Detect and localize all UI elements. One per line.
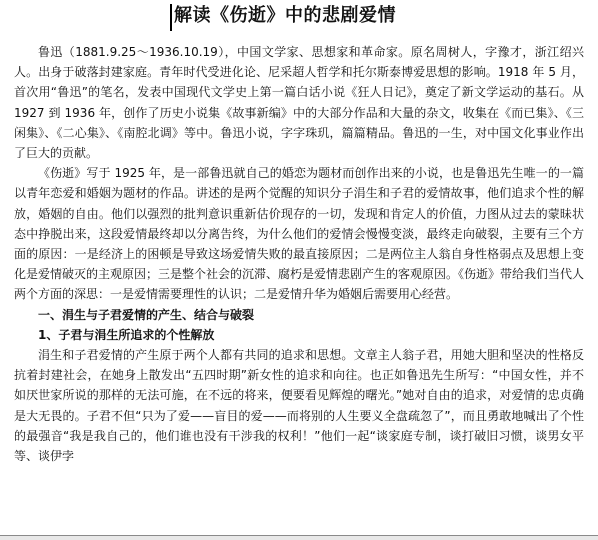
- paragraph-story-summary[interactable]: 《伤逝》写于 1925 年，是一部鲁迅就自己的婚恋为题材而创作出来的小说，也是鲁迅先生唯一的一篇以青年恋爱和婚姻为题材的作品。讲述的是两个觉醒的知识分子涓生和子君的爱情故事，他们追求个性的解放，婚姻的自由。他们以强烈的批判意识重新估价现存的一切，发现和肯定人的价值，力图从过去的蒙昧状态中挣脱出来，这段爱情最终却以分离告终，为什么他们的爱情会慢慢变淡，最终走向破裂，主要有三个方面的原因：一是经济上的困顿是导致这场爱情失败的最直接原因；二是两位主人翁自身性格弱点及思想上变化是爱情破灭的主观原因；三是整个社会的沉滞、腐朽是爱情悲剧产生的客观原因。《伤逝》带给我们当代人两个方面的深思：一是爱情需要理性的认识；二是爱情升华为婚姻后需要用心经营。: [14, 166, 585, 302]
- section-heading[interactable]: 一、涓生与子君爱情的产生、结合与破裂: [38, 307, 255, 322]
- subsection-heading[interactable]: 1、子君与涓生所追求的个性解放: [38, 327, 215, 342]
- paragraph-individual-liberation[interactable]: 涓生和子君爱情的产生原于两个人都有共同的追求和思想。文章主人翁子君，用她大胆和坚决的性格反抗着封建社会，在她身上散发出“五四时期”新女性的追求和向往。也正如鲁迅先生所写：“中国女性，并不如厌世家所说的那样的无法可施，在不远的将来，便要看见辉煌的曙光。”她对自由的追求，对爱情的忠贞确是大无畏的。子君不但“只为了爱——盲目的爱——而将别的人生要义全盘疏忽了”，而且勇敢地喊出了个性的最强音“我是我自己的，他们谁也没有干涉我的权利！”他们一起“谈家庭专制，谈打破旧习惯，谈男女平等、谈伊孛: [14, 348, 584, 464]
- document-body[interactable]: [14, 42, 584, 466]
- horizontal-scrollbar[interactable]: [0, 536, 598, 540]
- document-title[interactable]: 解读《伤逝》中的悲剧爱情: [174, 5, 396, 26]
- paragraph-author-intro[interactable]: 鲁迅（1881.9.25～1936.10.19），中国文学家、思想家和革命家。原名周树人，字豫才，浙江绍兴人。出身于破落封建家庭。青年时代受进化论、尼采超人哲学和托尔斯泰博爱思想的影响。1918 年 5 月，首次用“鲁迅”的笔名，发表中国现代文学史上第一篇白话小说《狂人日记》，奠定了新文学运动的基石。从 1927 到 1936 年，创作了历史小说集《故事新编》中的大部分作品和大量的杂文，收集在《而已集》、《三闲集》、《二心集》、《南腔北调》等中。鲁迅小说，字字珠玑，篇篇精品。鲁迅的一生，对中国文化事业作出了巨大的贡献。: [14, 45, 584, 161]
- text-cursor: [170, 4, 172, 31]
